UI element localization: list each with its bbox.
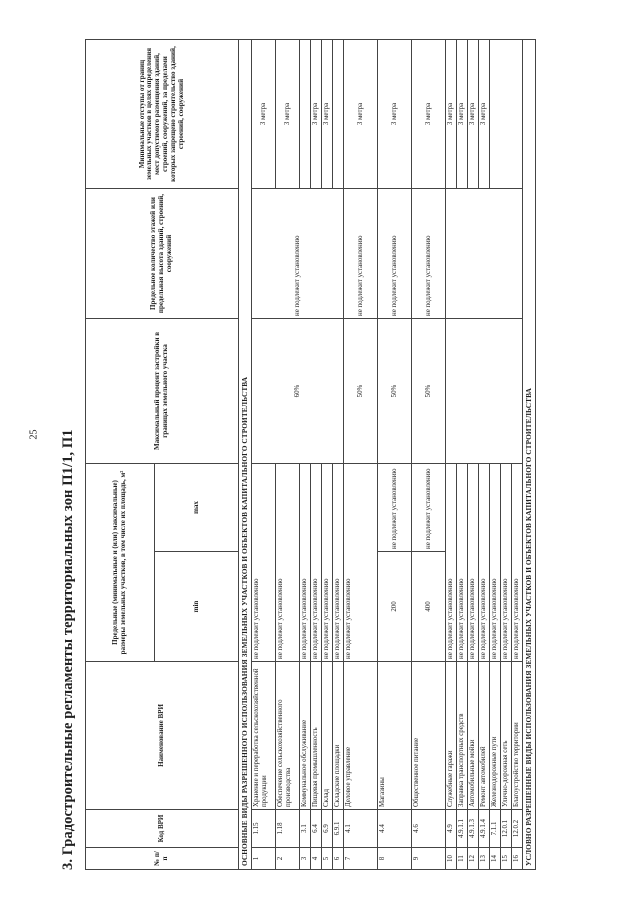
row-setback: 3 метра	[457, 40, 468, 189]
row-size: не подлежит установлению	[446, 464, 457, 662]
header-name: Наименование ВРИ	[86, 662, 239, 810]
row-name: Заправка транспортных средств	[457, 662, 468, 810]
row-setback: 3 метра	[446, 40, 457, 189]
table-row	[252, 40, 276, 870]
row-floors: не подлежит установлению	[252, 189, 344, 319]
row-number: 13	[479, 848, 490, 870]
row-name: Обеспечение сельскохозяйственного производства	[276, 662, 300, 810]
row-name: Улично-дорожная сеть	[501, 662, 512, 810]
row-code: 4.9	[446, 810, 457, 848]
row-code: 6.9	[322, 810, 333, 848]
table-row	[344, 40, 378, 870]
row-setback: 3 метра	[252, 40, 276, 189]
header-floors: Предельное количество этажей или предельная высота зданий, строений, сооружений	[86, 189, 239, 319]
row-max: не подлежит установлению	[412, 464, 446, 552]
row-setback: 3 метра	[479, 40, 490, 189]
header-size: Предельные (минимальные и (или) максимальные) размеры земельных участков, в том числе их площадь, м²	[86, 464, 155, 662]
header-code: Код ВРИ	[86, 810, 239, 848]
row-code: 4.9.1.3	[468, 810, 479, 848]
row-number: 6	[333, 848, 344, 870]
row-name: Пищевая промышленность	[311, 662, 322, 810]
row-percent	[446, 319, 523, 464]
row-percent: 60%	[252, 319, 344, 464]
row-setback	[300, 40, 311, 189]
row-setback: 3 метра	[412, 40, 446, 189]
row-max: не подлежит установлению	[378, 464, 412, 552]
row-code: 1.18	[276, 810, 300, 848]
row-code: 7.1.1	[490, 810, 501, 848]
table-row	[446, 40, 457, 870]
row-floors: не подлежит установлению	[412, 189, 446, 319]
row-size: не подлежит установлению	[479, 464, 490, 662]
regulations-table	[85, 39, 536, 870]
row-name: Хранение и переработка сельскохозяйственной продукции	[252, 662, 276, 810]
row-size: не подлежит установлению	[311, 464, 322, 662]
row-floors: не подлежит установлению	[344, 189, 378, 319]
header-max: max	[155, 464, 239, 552]
row-number: 16	[512, 848, 523, 870]
row-code: 4.1	[344, 810, 378, 848]
row-name: Служебные гаражи	[446, 662, 457, 810]
row-percent: 50%	[412, 319, 446, 464]
section-main-uses: ОСНОВНЫЕ ВИДЫ РАЗРЕШЕННОГО ИСПОЛЬЗОВАНИЯ ЗЕМЕЛЬНЫХ УЧАСТКОВ И ОБЪЕКТОВ КАПИТАЛЬНОГО СТРОИТЕЛЬСТВА	[239, 40, 252, 870]
row-setback: 3 метра	[468, 40, 479, 189]
row-min: 200	[378, 552, 412, 662]
row-code: 12.0.2	[512, 810, 523, 848]
row-number: 4	[311, 848, 322, 870]
header-min: min	[155, 552, 239, 662]
row-number: 5	[322, 848, 333, 870]
row-name: Склад	[322, 662, 333, 810]
row-name: Магазины	[378, 662, 412, 810]
row-name: Железнодорожные пути	[490, 662, 501, 810]
row-name: Общественное питание	[412, 662, 446, 810]
row-setback	[333, 40, 344, 189]
row-code: 12.0.1	[501, 810, 512, 848]
row-name: Коммунальное обслуживание	[300, 662, 311, 810]
row-code: 1.15	[252, 810, 276, 848]
row-code: 6.4	[311, 810, 322, 848]
page-title: 3. Градостроительные регламенты территориальных зон П1/1, П1	[60, 429, 76, 870]
row-code: 6.9.1	[333, 810, 344, 848]
row-size: не подлежит установлению	[468, 464, 479, 662]
section-conditional-uses: УСЛОВНО РАЗРЕШЕННЫЕ ВИДЫ ИСПОЛЬЗОВАНИЯ ЗЕМЕЛЬНЫХ УЧАСТКОВ И ОБЪЕКТОВ КАПИТАЛЬНОГО СТРОИТЕЛЬСТВА	[523, 40, 536, 870]
row-code: 4.4	[378, 810, 412, 848]
row-code: 4.9.1.4	[479, 810, 490, 848]
row-number: 3	[300, 848, 311, 870]
row-size: не подлежит установлению	[457, 464, 468, 662]
row-code: 4.6	[412, 810, 446, 848]
row-name: Автомобильные мойки	[468, 662, 479, 810]
rotated-page-content	[60, 40, 580, 870]
row-size: не подлежит установлению	[322, 464, 333, 662]
row-setback: 3 метра	[276, 40, 300, 189]
row-code: 3.1	[300, 810, 311, 848]
row-code: 4.9.1.1	[457, 810, 468, 848]
row-name: Деловое управление	[344, 662, 378, 810]
row-name: Ремонт автомобилей	[479, 662, 490, 810]
row-number: 10	[446, 848, 457, 870]
row-name: Складские площадки	[333, 662, 344, 810]
row-size: не подлежит установлению	[501, 464, 512, 662]
table-row	[412, 40, 446, 870]
row-setback: 3 метра	[378, 40, 412, 189]
row-size: не подлежит установлению	[344, 464, 378, 662]
row-setback	[490, 40, 523, 189]
row-size: не подлежит установлению	[276, 464, 300, 662]
header-setback: Минимальные отступы от границ земельных участков в целях определения мест допустимого размещения зданий, строений, сооружений, за пределами которых запрещено строительство зданий, строений, сооружений	[86, 40, 239, 189]
row-number: 9	[412, 848, 446, 870]
row-setback: 3 метра	[344, 40, 378, 189]
row-number: 8	[378, 848, 412, 870]
row-setback: 3 метра	[322, 40, 333, 189]
row-size: не подлежит установлению	[300, 464, 311, 662]
table-row	[378, 40, 412, 870]
row-number: 11	[457, 848, 468, 870]
row-min: 400	[412, 552, 446, 662]
header-num: № п/п	[86, 848, 239, 870]
row-floors: не подлежит установлению	[378, 189, 412, 319]
row-size: не подлежит установлению	[333, 464, 344, 662]
row-number: 12	[468, 848, 479, 870]
row-number: 2	[276, 848, 300, 870]
row-size: не подлежит установлению	[252, 464, 276, 662]
table-body	[252, 40, 523, 870]
row-floors	[446, 189, 523, 319]
row-percent: 50%	[344, 319, 378, 464]
row-size: не подлежит установлению	[512, 464, 523, 662]
header-percent: Максимальный процент застройки в границах земельного участка	[86, 319, 239, 464]
row-name: Благоустройство территории	[512, 662, 523, 810]
row-setback: 3 метра	[311, 40, 322, 189]
row-number: 15	[501, 848, 512, 870]
row-percent: 50%	[378, 319, 412, 464]
row-number: 1	[252, 848, 276, 870]
row-size: не подлежит установлению	[490, 464, 501, 662]
page-number: 25	[28, 429, 40, 440]
row-number: 14	[490, 848, 501, 870]
row-number: 7	[344, 848, 378, 870]
